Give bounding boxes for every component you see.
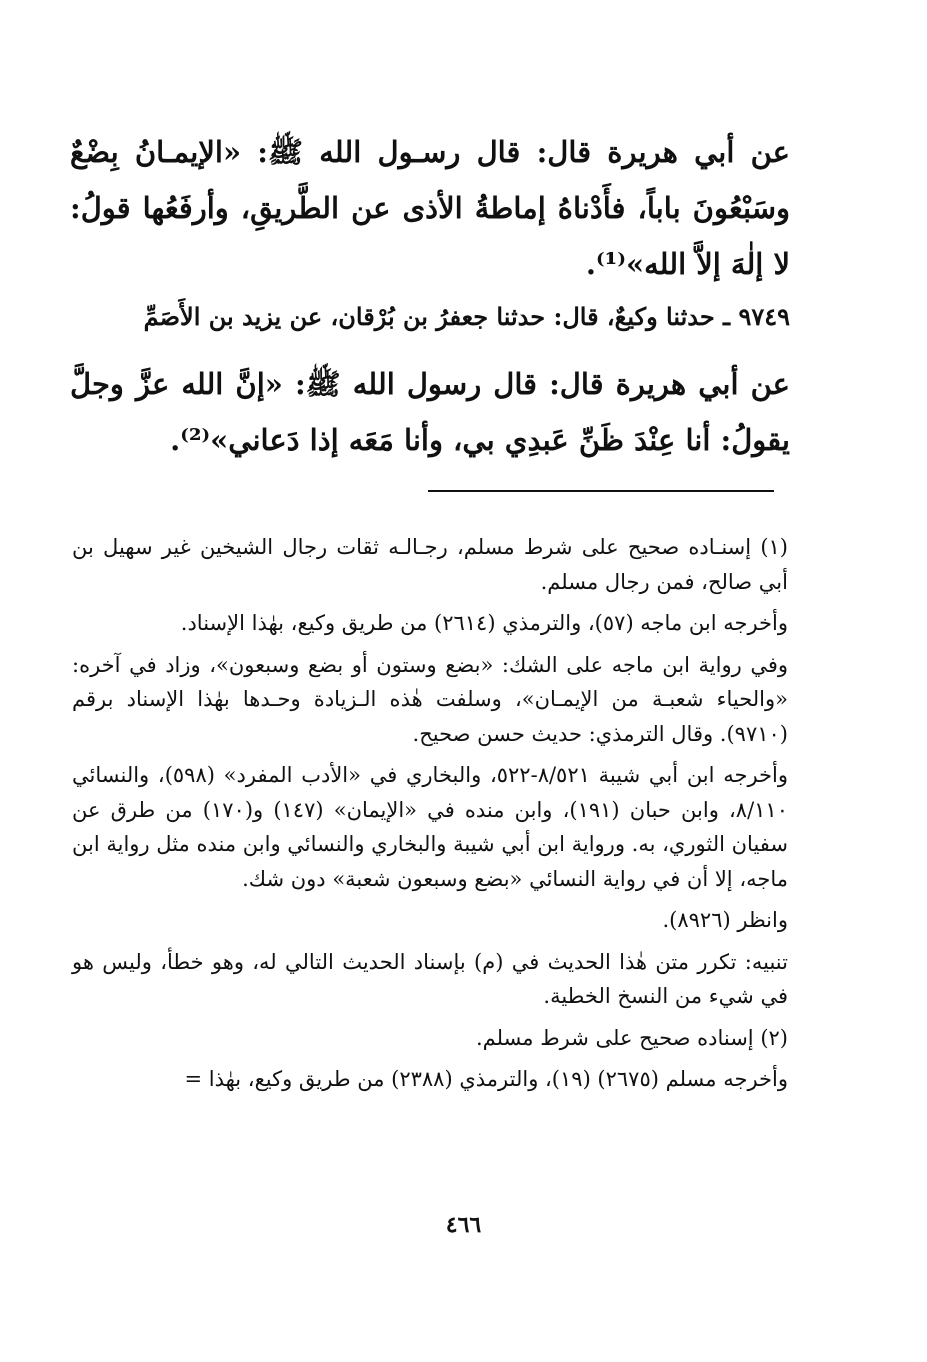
footnote-divider [428, 490, 774, 492]
footnote-note-paragraph: تنبيه: تكرر متن هٰذا الحديث في (م) بإسناد الحديث التالي له، وهو خطأ، وليس هو في شيء من النسخ الخطية. [72, 949, 788, 1008]
footnotes-section [72, 530, 788, 1104]
footnote-2-paragraph: (٢) إسناده صحيح على شرط مسلم. [475, 1025, 788, 1050]
footnote-paragraph: وانظر (٨٩٢٦). [662, 908, 788, 932]
footnote-paragraph: وأخرجه ابن ماجه (٥٧)، والترمذي (٢٦١٤) من طريق وكيع، بهٰذا الإسناد. [180, 611, 788, 635]
footnote-paragraph: وأخرجه مسلم (٢٦٧٥) (١٩)، والترمذي (٢٣٨٨) من طريق وكيع، بهٰذا = [184, 1067, 788, 1091]
footnote-paragraph: وفي رواية ابن ماجه على الشك: «بضع وستون أو بضع وسبعون»، وزاد في آخره: «والحياء شعبـة من الإيمـان»، وسلفت هٰذه الـزيادة وحـدها بهٰذا الإسناد برقم (٩٧١٠). وقال الترمذي: حديث حسن صحيح. [72, 652, 788, 746]
page-number: ٤٦٦ [445, 1212, 482, 1238]
footnote-paragraph: وأخرجه ابن أبي شيبة ٨/٥٢١-٥٢٢، والبخاري في «الأدب المفرد» (٥٩٨)، والنسائي ٨/١١٠، وابن حبان (١٩١)، وابن منده في «الإيمان» (١٤٧) و(١٧٠) من طرق عن سفيان الثوري، به. ورواية ابن أبي شيبة والبخاري والنسائي وابن منده مثل رواية ابن ماجه، إلا أن في رواية النسائي «بضع وسبعون شعبة» دون شك. [72, 763, 788, 891]
footnote-1-paragraph: (١) إسنـاده صحيح على شرط مسلم، رجـالـه ثقات رجال الشيخين غير سهيل بن أبي صالح، فمن رجال مسلم. [72, 535, 788, 594]
hadith-text-2: عن أبي هريرة قال: قال رسول الله ﷺ: «إنَّ الله عزَّ وجلَّ يقولُ: أنا عِنْدَ ظَنِّ عَبدِي بي، وأنا مَعَه إذا دَعاني»⁽²⁾. [70, 367, 790, 457]
hadith-text-1: عن أبي هريرة قال: قال رسـول الله ﷺ: «الإيمـانُ بِضْعٌ وسَبْعُونَ باباً، فأَدْناهُ إماطةُ الأذى عن الطَّريقِ، وأرفَعُها قولُ: لا إلٰهَ إلاَّ الله»⁽¹⁾. [70, 135, 790, 281]
hadith-9749-chain: ٩٧٤٩ ـ حدثنا وكيعٌ، قال: حدثنا جعفرُ بن بُرْقان، عن يزيد بن الأَصَمِّ [143, 302, 790, 331]
